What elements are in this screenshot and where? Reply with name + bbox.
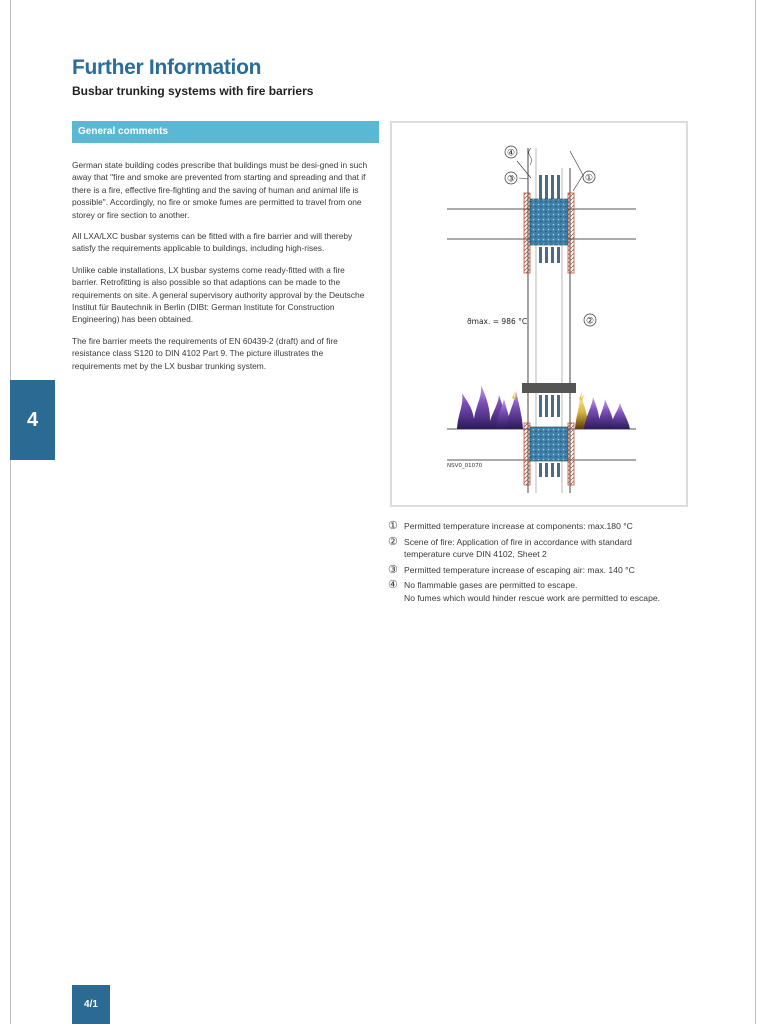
section-heading-bar bbox=[72, 121, 379, 143]
gas-wisp bbox=[529, 148, 532, 165]
legend-number: ④ bbox=[388, 579, 398, 592]
barrier-plate-left-lower bbox=[524, 423, 530, 485]
fire-barrier-lower bbox=[530, 427, 568, 461]
legend-number: ② bbox=[388, 535, 398, 548]
conductor-bars-upper bbox=[539, 175, 560, 200]
section-heading: General comments bbox=[78, 126, 169, 137]
barrier-plate-right-lower bbox=[568, 423, 574, 485]
svg-text:②: ② bbox=[585, 316, 595, 327]
figure-legend bbox=[388, 520, 718, 608]
svg-text:④: ④ bbox=[506, 148, 516, 159]
legend-item bbox=[388, 536, 718, 561]
chapter-tab: 4 bbox=[10, 380, 55, 460]
callout-leader bbox=[570, 151, 583, 175]
conductor-bars-upper-lower bbox=[539, 247, 560, 263]
right-margin-rule bbox=[755, 0, 756, 1024]
left-margin-rule bbox=[10, 0, 11, 1024]
legend-text: Permitted temperature increase at components: max.180 °C bbox=[404, 521, 633, 531]
fire-barrier-upper bbox=[530, 199, 568, 245]
legend-text: No fumes which would hinder rescue work are permitted to escape. bbox=[404, 592, 661, 603]
callout-leader bbox=[573, 175, 583, 191]
fire-barrier-figure bbox=[390, 121, 688, 507]
barrier-cover-plate bbox=[522, 383, 576, 393]
flames-left bbox=[457, 385, 523, 429]
legend-text: Scene of fire: Application of fire in accordance with standard bbox=[404, 536, 632, 547]
callout-3 bbox=[505, 172, 517, 185]
callout-leader bbox=[519, 178, 528, 179]
page-subtitle: Busbar trunking systems with fire barriers bbox=[72, 84, 314, 98]
svg-text:③: ③ bbox=[506, 174, 516, 185]
conductor-bars-bottom bbox=[539, 463, 560, 477]
legend-text: No flammable gases are permitted to escape. bbox=[404, 580, 578, 591]
callout-4 bbox=[505, 146, 517, 159]
paragraph: Unlike cable installations, LX busbar systems come ready-fitted with a fire barrier. Retrofitting is also possible so that adaptions can be made to the requirements on site. A general supervisory authority approval by the Deutsche Institut für Bautechnik in Berlin (DIBt: German Institute for Construction Engineering) has been obtained. bbox=[72, 264, 365, 325]
temperature-label: ϑmax. = 986 °C bbox=[467, 317, 528, 326]
conductor-bars-lower bbox=[539, 395, 560, 417]
barrier-plate-left bbox=[524, 193, 530, 273]
page-number: 4/1 bbox=[72, 985, 110, 1024]
paragraph: German state building codes prescribe that buildings must be desi-gned in such away that "fire and smoke are prevented from starting and spreading and that if there is a fire, effective fire-fighting and the saving of human and animal life is possible". Accordingly, no fire or smoke fumes are permitted to travel from one storey or fire section to another. bbox=[72, 160, 368, 220]
page-title: Further Information bbox=[72, 56, 262, 79]
paragraph: The fire barrier meets the requirements of EN 60439-2 (draft) and of fire resistance class S120 to DIN 4102 Part 9. The picture illustrates the requirements met by the LX busbar trunking system. bbox=[72, 335, 338, 371]
flames-right bbox=[575, 392, 630, 429]
callout-leader bbox=[517, 161, 531, 178]
svg-text:①: ① bbox=[584, 173, 594, 184]
legend-item bbox=[388, 520, 718, 533]
drawing-id: NSV0_01070 bbox=[447, 463, 483, 469]
legend-number: ① bbox=[388, 520, 398, 532]
barrier-plate-right bbox=[568, 193, 574, 273]
callout-1 bbox=[583, 171, 595, 184]
legend-text: temperature curve DIN 4102, Sheet 2 bbox=[404, 549, 547, 560]
fire-barrier-diagram bbox=[392, 123, 686, 505]
paragraph: All LXA/LXC busbar systems can be fitted with a fire barrier and will thereby satisfy the requirements applicable to buildings, including high-rises. bbox=[72, 231, 353, 254]
legend-number: ③ bbox=[388, 563, 398, 576]
legend-text: Permitted temperature increase of escaping air: max. 140 °C bbox=[404, 564, 635, 575]
callout-2 bbox=[584, 314, 596, 327]
legend-item bbox=[388, 579, 718, 604]
legend-item bbox=[388, 564, 718, 577]
body-text bbox=[72, 159, 372, 381]
